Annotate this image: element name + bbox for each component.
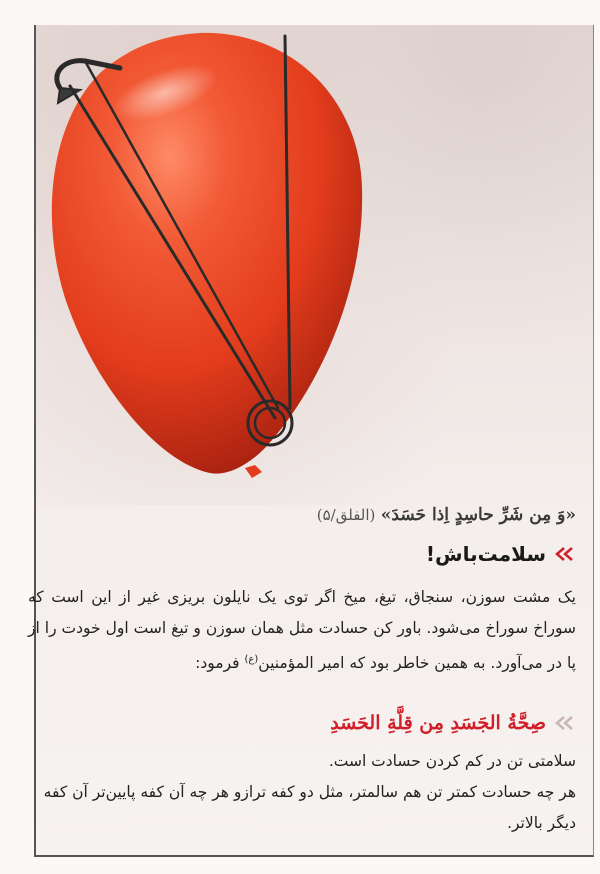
balloon-shape	[52, 33, 362, 478]
explanation-line-2: هر چه حسادت کمتر تن هم سالمتر، مثل دو کفه ترازو هر چه آن کفه پایین‌تر آن کفه دیگر بالاتر.	[43, 783, 576, 832]
verse-reference: (الفلق/۵)	[316, 506, 376, 524]
body-paragraph	[28, 582, 576, 679]
heading-text: سلامت‌باش!	[425, 542, 546, 566]
paragraph-end: فرمود:	[195, 654, 245, 673]
honorific-mark: (ع)	[244, 654, 259, 665]
hadith-line	[36, 712, 576, 734]
double-chevron-left-icon	[554, 715, 576, 731]
quran-verse	[36, 505, 576, 525]
balloon-safety-pin-illustration	[40, 28, 370, 478]
hadith-text: صِحَّةُ الجَسَدِ مِن قِلَّةِ الحَسَدِ	[330, 712, 546, 734]
explanation-line-1: سلامتی تن در کم کردن حسادت است.	[328, 752, 576, 770]
double-chevron-left-icon	[554, 546, 576, 562]
verse-text: «وَ مِن شَرِّ حاسِدٍ اِذا حَسَدَ»	[380, 505, 576, 525]
explanation-text	[28, 746, 576, 839]
section-heading	[36, 542, 576, 566]
paragraph-text: یک مشت سوزن، سنجاق، تیغ، میخ اگر توی یک نایلون بریزی غیر از این است که سوراخ سوراخ می‌شود. باور کن حسادت مثل همان سوزن و تیغ است اول خودت را از پا در می‌آورد. به همین خاطر بود که امیر المؤمنین	[28, 588, 576, 673]
